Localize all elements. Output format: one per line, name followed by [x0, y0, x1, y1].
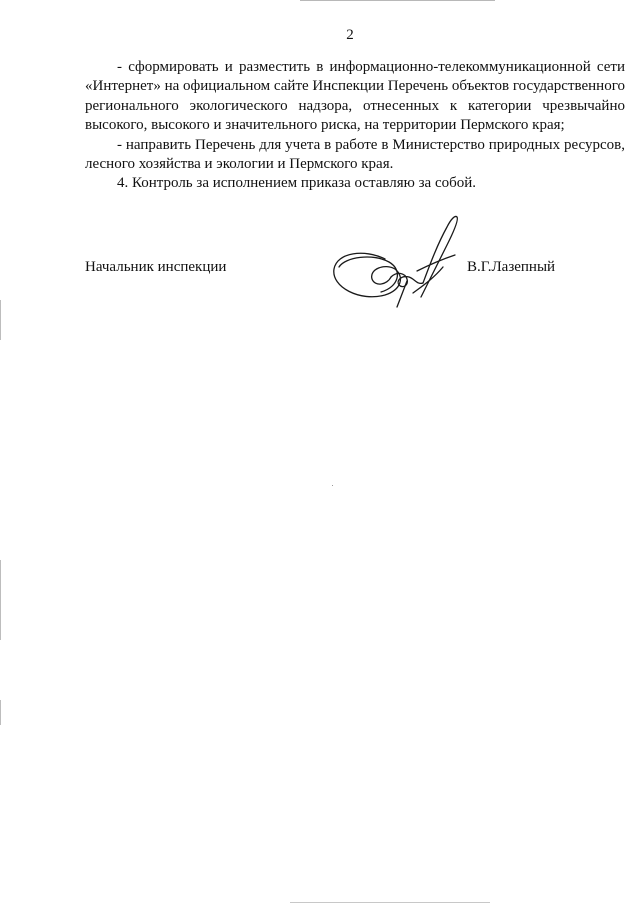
paragraph-control: 4. Контроль за исполнением приказа оставляю за собой.	[117, 175, 477, 192]
scan-artifact-line	[300, 0, 495, 1]
signatory-position: Начальник инспекции	[85, 259, 227, 275]
paragraph-publish: - сформировать и разместить в информационно-телекоммуникационной сети «Интернет» на официальном сайте Инспекции Перечень объектов государственного регионального экологического надзора, отнесенных к категории чрезвычайно высокого, высокого и значительного риска, на территории Пермского края;	[85, 59, 625, 134]
scan-artifact-dot	[332, 485, 333, 486]
scan-artifact-edge	[0, 560, 1, 640]
signatory-name: В.Г.Лазепный	[467, 259, 556, 275]
paragraph-send: - направить Перечень для учета в работе в Министерство природных ресурсов, лесного хозяйства и экологии и Пермского края.	[85, 136, 625, 173]
scan-artifact-edge	[0, 700, 1, 725]
page-number: 2	[346, 27, 354, 43]
scan-artifact-edge	[0, 300, 1, 340]
scan-artifact-line	[290, 902, 490, 903]
signature-block	[85, 255, 625, 315]
document-body	[85, 58, 625, 194]
handwritten-signature	[325, 207, 475, 317]
